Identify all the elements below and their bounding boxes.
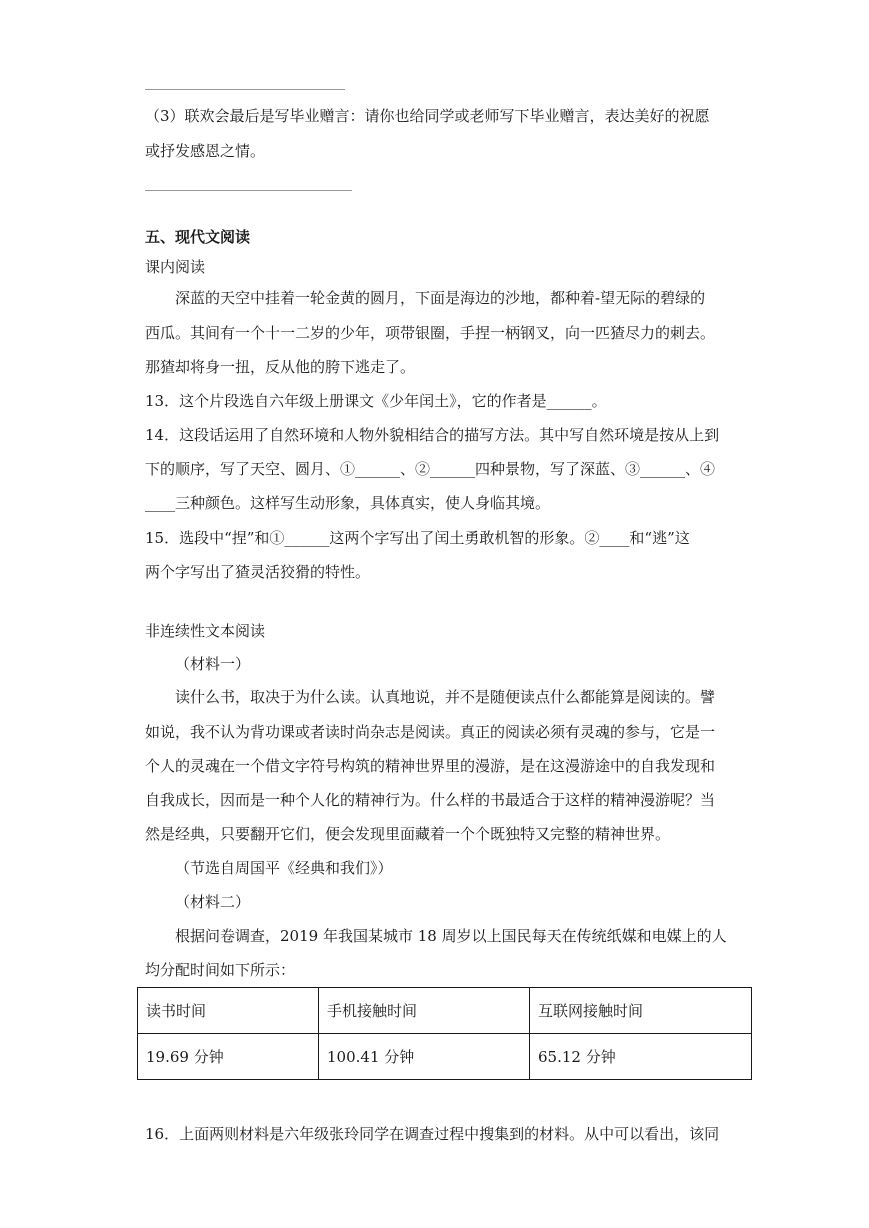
question-3-text-continued: 或抒发感恩之情。 [145,142,266,160]
subsection-title: 非连续性文本阅读 [145,622,266,640]
table-cell: 65.12 分钟 [530,1034,752,1080]
question-13: 13．这个片段选自六年级上册课文《少年闰土》，它的作者是______。 [145,392,607,410]
material-line: 根据问卷调查，2019 年我国某城市 18 周岁以上国民每天在传统纸媒和电媒上的人 [175,927,727,945]
passage-line: 那猹却将身一扭，反从他的胯下逃走了。 [145,358,416,376]
material-source: （节选自周国平《经典和我们》） [175,859,393,877]
question-15-line: 15．选段中“捏”和①______这两个字写出了闰土勇敢机智的形象。②____和“逃”这 [145,529,690,547]
table-row [138,1034,752,1080]
table-header-cell: 手机接触时间 [319,988,530,1034]
question-14-line: 14．这段话运用了自然环境和人物外貌相结合的描写方法。其中写自然环境是按从上到 [145,426,720,444]
material-label: （材料一） [175,655,251,673]
time-allocation-table [137,987,752,1080]
table-header-cell: 读书时间 [138,988,319,1034]
question-14-line: ____三种颜色。这样写生动形象，具体真实，使人身临其境。 [145,494,551,512]
table-header-cell: 互联网接触时间 [530,988,752,1034]
question-16: 16．上面两则材料是六年级张玲同学在调查过程中搜集到的材料。从中可以看出，该同 [145,1125,720,1143]
material-line: 自我成长，因而是一种个人化的精神行为。什么样的书最适合于这样的精神漫游呢？当 [145,791,716,809]
section-title: 五、现代文阅读 [145,228,251,246]
table-header-row [138,988,752,1034]
question-14-line: 下的顺序，写了天空、圆月、①______、②______四种景物，写了深蓝、③______、④ [145,460,716,478]
table-cell: 100.41 分钟 [319,1034,530,1080]
question-15-line: 两个字写出了猹灵活狡猾的特性。 [145,563,371,581]
material-line: 读什么书，取决于为什么读。认真地说，并不是随便读点什么都能算是阅读的。譬 [175,688,716,706]
question-3-text: （3）联欢会最后是写毕业赠言：请你也给同学或老师写下毕业赠言，表达美好的祝愿 [145,107,710,125]
answer-blank-line [145,89,345,90]
material-line: 如说，我不认为背功课或者读时尚杂志是阅读。真正的阅读必须有灵魂的参与，它是一 [145,723,716,741]
table-cell: 19.69 分钟 [138,1034,319,1080]
material-line: 个人的灵魂在一个借文字符号构筑的精神世界里的漫游，是在这漫游途中的自我发现和 [145,757,716,775]
material-label: （材料二） [175,893,251,911]
material-line: 然是经典，只要翻开它们，便会发现里面藏着一个个既独特又完整的精神世界。 [145,825,671,843]
material-line: 均分配时间如下所示： [145,961,296,979]
answer-blank-line [145,190,352,191]
passage-line: 深蓝的天空中挂着一轮金黄的圆月，下面是海边的沙地，都种着-望无际的碧绿的 [175,289,706,307]
passage-line: 西瓜。其间有一个十一二岁的少年，项带银圈，手捏一柄钢叉，向一匹猹尽力的刺去。 [145,324,716,342]
subsection-title: 课内阅读 [145,258,206,276]
